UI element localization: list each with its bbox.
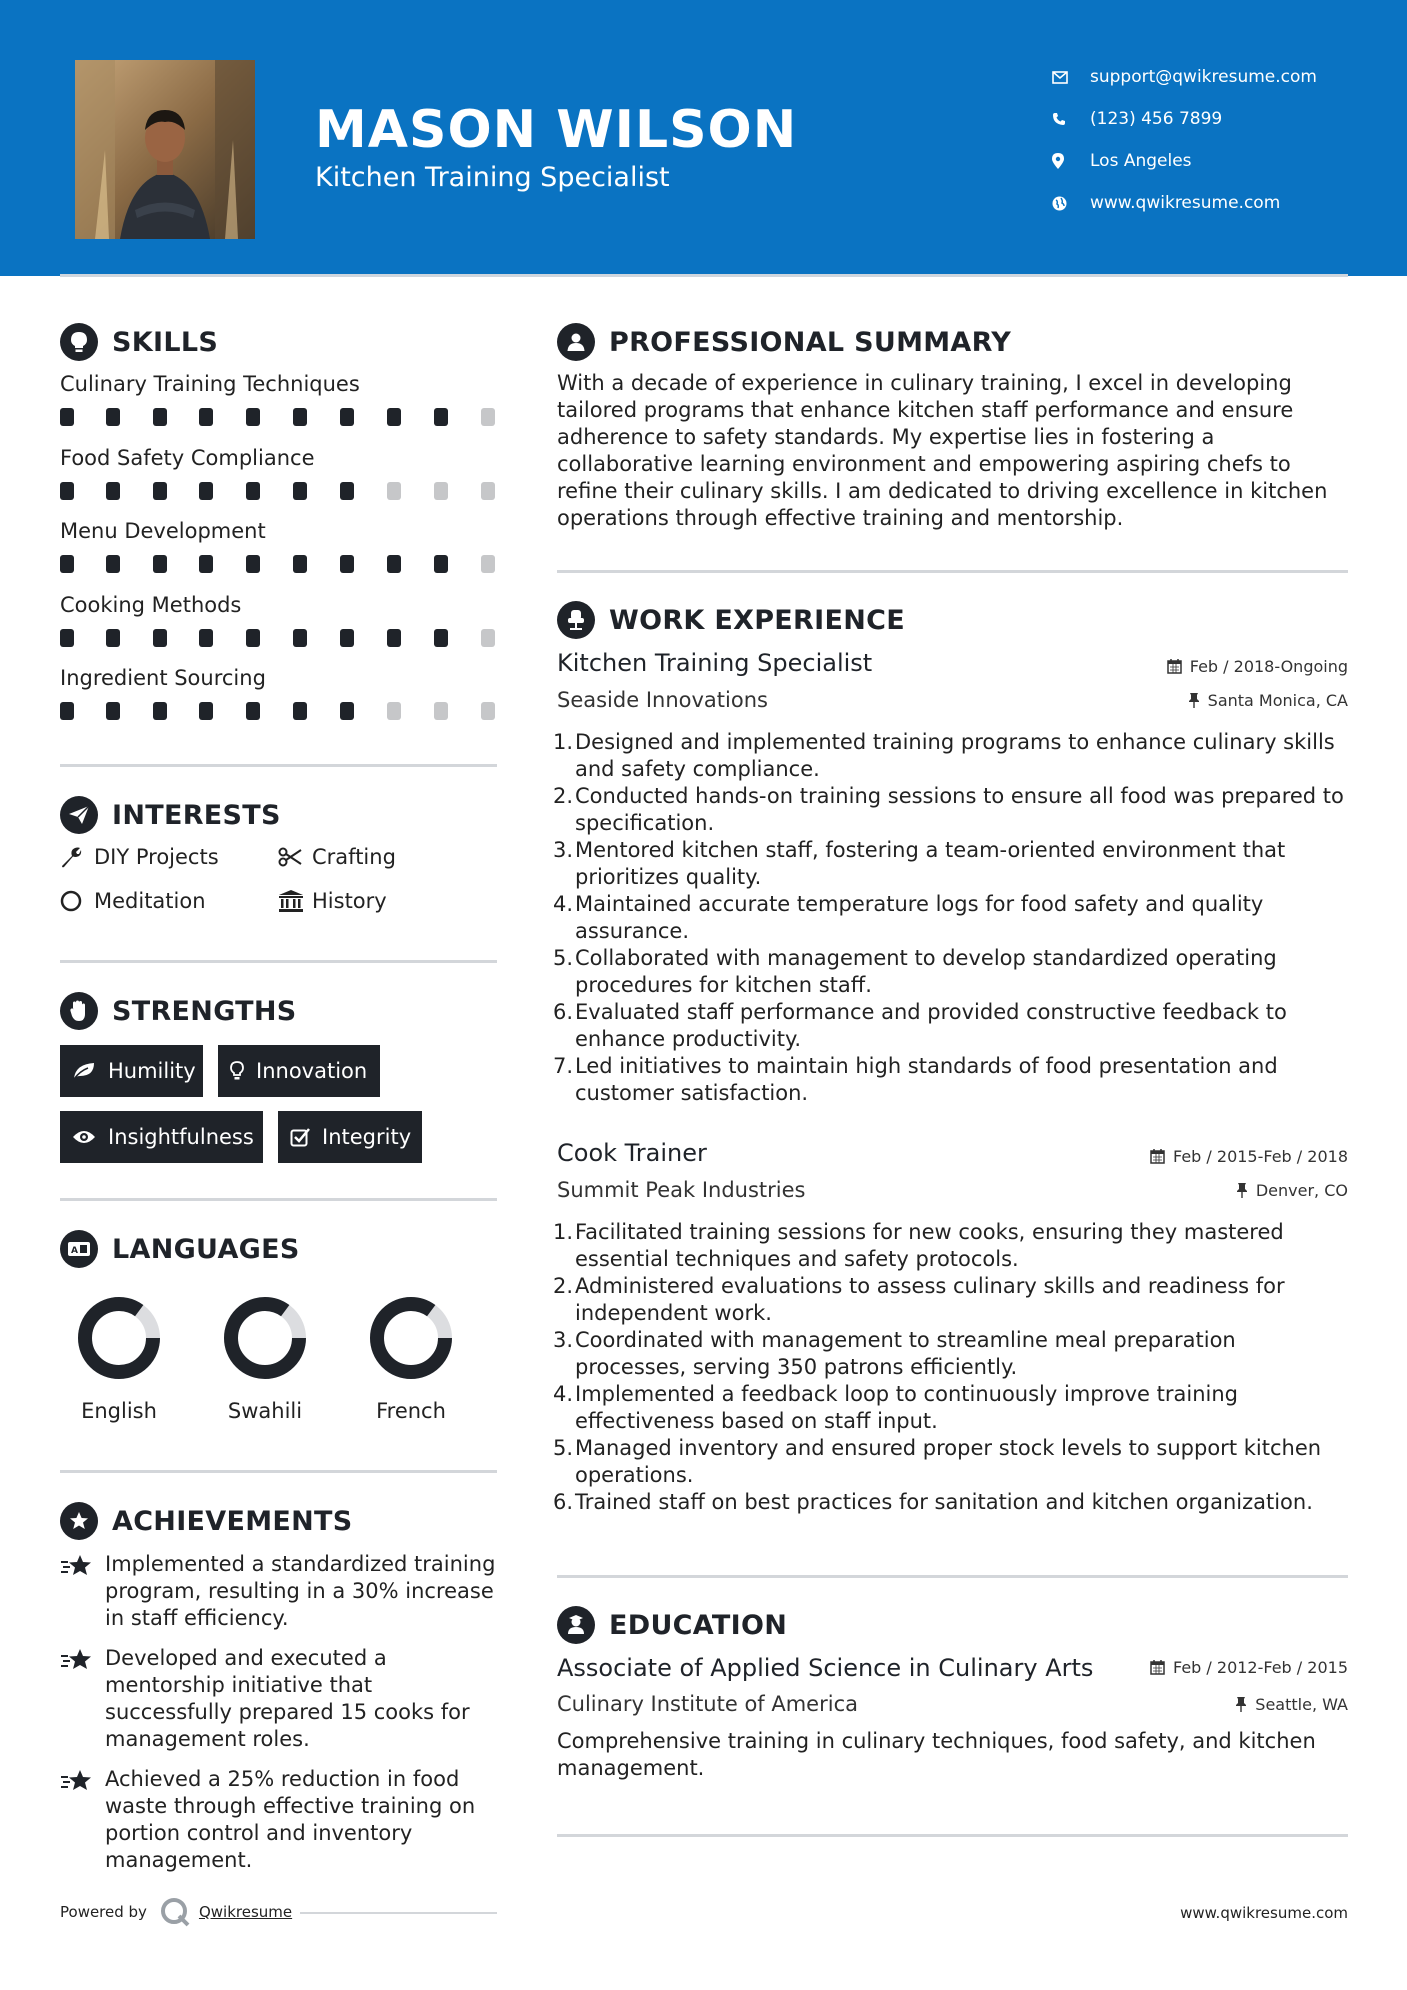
responsibility-text: Collaborated with management to develop standardized operating procedures for kitchen staff. bbox=[575, 946, 1277, 997]
achievements-title: ACHIEVEMENTS bbox=[112, 1505, 353, 1537]
skill-dot-filled bbox=[199, 482, 213, 500]
candidate-name: MASON WILSON bbox=[315, 100, 798, 160]
skill-dot-filled bbox=[106, 482, 120, 500]
experience-title: WORK EXPERIENCE bbox=[609, 604, 905, 636]
profile-photo bbox=[75, 60, 255, 239]
skill-name: Cooking Methods bbox=[60, 592, 242, 617]
list-number: 5. bbox=[553, 1436, 574, 1460]
responsibility-item bbox=[553, 1327, 1347, 1381]
job-location-text: Denver, CO bbox=[1255, 1181, 1348, 1200]
responsibility-item bbox=[553, 1381, 1347, 1435]
skill-dot-filled bbox=[199, 702, 213, 720]
interest-meditation bbox=[60, 889, 206, 913]
skill-item bbox=[60, 372, 500, 430]
graduate-icon bbox=[557, 1606, 595, 1644]
responsibility-text: Designed and implemented training programs to enhance culinary skills and safety compliance. bbox=[575, 730, 1335, 781]
list-number: 1. bbox=[553, 730, 574, 754]
responsibility-item bbox=[553, 1053, 1347, 1107]
achievement-text: Implemented a standardized training program, resulting in a 30% increase in staff efficiency. bbox=[105, 1552, 496, 1630]
responsibility-item bbox=[553, 783, 1347, 837]
responsibility-item bbox=[553, 837, 1347, 891]
responsibility-item bbox=[553, 999, 1347, 1053]
language-item bbox=[205, 1295, 325, 1423]
language-name: English bbox=[81, 1399, 157, 1423]
responsibility-text: Mentored kitchen staff, fostering a team-oriented environment that prioritizes quality. bbox=[575, 838, 1286, 889]
job-dates bbox=[1167, 657, 1348, 676]
skill-dot-empty bbox=[387, 702, 401, 720]
strengths-heading bbox=[60, 992, 297, 1030]
interest-crafting bbox=[278, 845, 396, 869]
strength-innovation bbox=[218, 1045, 380, 1097]
strength-label: Integrity bbox=[322, 1125, 412, 1149]
language-proficiency-ring bbox=[76, 1295, 162, 1381]
responsibility-text: Managed inventory and ensured proper stock levels to support kitchen operations. bbox=[575, 1436, 1322, 1487]
scissors-icon bbox=[278, 847, 312, 867]
list-number: 7. bbox=[553, 1054, 574, 1078]
star-icon bbox=[60, 1645, 105, 1753]
responsibility-text: Led initiatives to maintain high standards of food presentation and customer satisfaction. bbox=[575, 1054, 1278, 1105]
calendar-icon bbox=[1167, 659, 1182, 674]
qwikresume-logo bbox=[159, 1896, 191, 1928]
interest-label: Meditation bbox=[94, 889, 206, 913]
responsibility-item bbox=[553, 1489, 1347, 1516]
interests-title: INTERESTS bbox=[112, 799, 281, 831]
interest-label: History bbox=[312, 889, 387, 913]
list-number: 2. bbox=[553, 784, 574, 808]
skill-dot-filled bbox=[60, 555, 74, 573]
skill-dot-filled bbox=[340, 482, 354, 500]
interest-diy-projects bbox=[60, 845, 219, 869]
skill-level-dots bbox=[60, 555, 500, 577]
skill-dot-filled bbox=[199, 629, 213, 647]
responsibility-text: Facilitated training sessions for new cooks, ensuring they mastered essential techniques and safety protocols. bbox=[575, 1220, 1284, 1271]
skill-dot-filled bbox=[106, 629, 120, 647]
job-company: Seaside Innovations bbox=[557, 688, 768, 712]
skill-dot-filled bbox=[434, 629, 448, 647]
powered-by-label: Powered by bbox=[60, 1903, 147, 1921]
strength-label: Humility bbox=[108, 1059, 196, 1083]
contact-email-text: support@qwikresume.com bbox=[1090, 67, 1317, 87]
skill-dot-filled bbox=[293, 482, 307, 500]
contact-website-text: www.qwikresume.com bbox=[1090, 193, 1281, 213]
skill-dot-filled bbox=[387, 629, 401, 647]
responsibility-text: Maintained accurate temperature logs for food safety and quality assurance. bbox=[575, 892, 1264, 943]
job-location bbox=[1236, 1181, 1348, 1200]
skill-dot-empty bbox=[481, 629, 495, 647]
responsibility-item bbox=[553, 1435, 1347, 1489]
calendar-icon bbox=[1150, 1149, 1165, 1164]
contact-email[interactable] bbox=[1052, 56, 1382, 98]
summary-text: With a decade of experience in culinary training, I excel in developing tailored programs that enhance kitchen staff performance and ensure adherence to safety standards. My expertise lies in fostering a collaborative learning environment and empowering aspiring chefs to refine their culinary skills. I am dedicated to driving excellence in kitchen operations through effective training and mentorship. bbox=[557, 371, 1328, 530]
responsibility-text: Evaluated staff performance and provided constructive feedback to enhance productivity. bbox=[575, 1000, 1287, 1051]
experience-divider bbox=[557, 1575, 1348, 1578]
pushpin-icon bbox=[1236, 1183, 1248, 1198]
pushpin-icon bbox=[1188, 693, 1200, 708]
paper-plane-icon bbox=[60, 796, 98, 834]
languages-title: LANGUAGES bbox=[112, 1233, 300, 1265]
summary-title: PROFESSIONAL SUMMARY bbox=[609, 326, 1012, 358]
circle-icon bbox=[60, 890, 94, 912]
achievement-text: Achieved a 25% reduction in food waste through effective training on portion control and inventory management. bbox=[105, 1767, 476, 1872]
strength-label: Insightfulness bbox=[108, 1125, 254, 1149]
skill-dot-filled bbox=[293, 702, 307, 720]
skill-dot-filled bbox=[387, 555, 401, 573]
language-proficiency-ring bbox=[222, 1295, 308, 1381]
eye-icon bbox=[72, 1129, 96, 1145]
responsibility-item bbox=[553, 891, 1347, 945]
skill-dot-empty bbox=[481, 702, 495, 720]
skill-name: Ingredient Sourcing bbox=[60, 666, 266, 690]
envelope-icon bbox=[1052, 71, 1090, 84]
responsibility-text: Conducted hands-on training sessions to ensure all food was prepared to specification. bbox=[575, 784, 1344, 835]
job-location bbox=[1188, 691, 1348, 710]
calendar-icon bbox=[1150, 1660, 1165, 1675]
skill-dot-filled bbox=[60, 408, 74, 426]
user-icon bbox=[557, 323, 595, 361]
strength-humility bbox=[60, 1045, 203, 1097]
skill-dot-empty bbox=[481, 482, 495, 500]
skill-dot-filled bbox=[60, 702, 74, 720]
skill-dot-filled bbox=[153, 555, 167, 573]
footer-website[interactable]: www.qwikresume.com bbox=[1180, 1904, 1348, 1922]
list-number: 6. bbox=[553, 1000, 574, 1024]
skill-dot-filled bbox=[434, 555, 448, 573]
lightbulb-icon bbox=[60, 323, 98, 361]
skill-dot-filled bbox=[60, 629, 74, 647]
header-divider bbox=[60, 274, 1348, 277]
skill-dot-empty bbox=[434, 702, 448, 720]
languages-divider bbox=[60, 1470, 497, 1473]
skill-dot-filled bbox=[340, 555, 354, 573]
responsibility-item bbox=[553, 1273, 1347, 1327]
resume-header bbox=[0, 0, 1407, 276]
education-location-text: Seattle, WA bbox=[1255, 1695, 1348, 1714]
skill-item bbox=[60, 519, 500, 577]
skill-item bbox=[60, 446, 500, 504]
skill-level-dots bbox=[60, 408, 500, 430]
education-description: Comprehensive training in culinary techniques, food safety, and kitchen management. bbox=[557, 1729, 1316, 1780]
skills-heading bbox=[60, 323, 218, 361]
strengths-title: STRENGTHS bbox=[112, 995, 297, 1027]
skill-dot-filled bbox=[246, 555, 260, 573]
skill-dot-filled bbox=[434, 408, 448, 426]
contact-list bbox=[1052, 56, 1382, 224]
interests-heading bbox=[60, 796, 281, 834]
interest-label: Crafting bbox=[312, 845, 396, 869]
skill-dot-filled bbox=[153, 408, 167, 426]
phone-icon bbox=[1052, 112, 1090, 126]
skill-dot-empty bbox=[481, 555, 495, 573]
achievement-text: Developed and executed a mentorship initiative that successfully prepared 15 cooks for management roles. bbox=[105, 1646, 470, 1751]
interests-divider bbox=[60, 960, 497, 963]
star-badge-icon bbox=[60, 1502, 98, 1540]
skill-dot-filled bbox=[340, 702, 354, 720]
achievement-item bbox=[60, 1645, 505, 1753]
achievement-item bbox=[60, 1551, 505, 1632]
language-name: Swahili bbox=[227, 1399, 303, 1423]
skill-level-dots bbox=[60, 629, 500, 651]
skills-divider bbox=[60, 764, 497, 767]
job-title: Kitchen Training Specialist bbox=[557, 649, 873, 677]
responsibility-item bbox=[553, 1219, 1347, 1273]
experience-heading bbox=[557, 601, 905, 639]
contact-location bbox=[1052, 140, 1382, 182]
museum-icon bbox=[278, 890, 312, 912]
responsibility-item bbox=[553, 945, 1347, 999]
contact-phone-text: (123) 456 7899 bbox=[1090, 109, 1223, 129]
achievement-item bbox=[60, 1766, 505, 1874]
skill-dot-filled bbox=[293, 408, 307, 426]
responsibility-text: Coordinated with management to streamline meal preparation processes, serving 350 patrons efficiently. bbox=[575, 1328, 1236, 1379]
skill-dot-filled bbox=[246, 482, 260, 500]
skill-item bbox=[60, 593, 500, 651]
language-item bbox=[59, 1295, 179, 1423]
skills-title: SKILLS bbox=[112, 326, 219, 358]
summary-divider bbox=[557, 570, 1348, 573]
star-icon bbox=[60, 1766, 105, 1874]
lightbulb-icon bbox=[230, 1061, 244, 1081]
skill-dot-filled bbox=[153, 482, 167, 500]
responsibility-text: Implemented a feedback loop to continuously improve training effectiveness based on staff input. bbox=[575, 1382, 1239, 1433]
skill-level-dots bbox=[60, 702, 500, 724]
education-heading bbox=[557, 1606, 787, 1644]
list-number: 6. bbox=[553, 1490, 574, 1514]
list-number: 2. bbox=[553, 1274, 574, 1298]
responsibility-text: Administered evaluations to assess culinary skills and readiness for independent work. bbox=[575, 1274, 1285, 1325]
education-dates-text: Feb / 2012-Feb / 2015 bbox=[1173, 1658, 1348, 1677]
degree-title: Associate of Applied Science in Culinary Arts bbox=[557, 1654, 1094, 1682]
skill-name: Menu Development bbox=[60, 519, 266, 543]
skill-dot-empty bbox=[434, 482, 448, 500]
interest-label: DIY Projects bbox=[94, 845, 219, 869]
star-icon bbox=[60, 1551, 105, 1632]
job-dates bbox=[1150, 1147, 1348, 1166]
skill-dot-empty bbox=[481, 408, 495, 426]
skill-level-dots bbox=[60, 482, 500, 504]
job-company: Summit Peak Industries bbox=[557, 1178, 806, 1202]
language-name: French bbox=[376, 1399, 446, 1423]
skill-dot-empty bbox=[387, 482, 401, 500]
list-number: 4. bbox=[553, 892, 574, 916]
job-responsibilities bbox=[553, 1219, 1347, 1516]
skill-dot-filled bbox=[106, 555, 120, 573]
strength-label: Innovation bbox=[256, 1059, 368, 1083]
job-dates-text: Feb / 2015-Feb / 2018 bbox=[1173, 1147, 1348, 1166]
skill-dot-filled bbox=[199, 408, 213, 426]
education-location bbox=[1235, 1695, 1348, 1714]
skill-dot-filled bbox=[340, 408, 354, 426]
job-responsibilities bbox=[553, 729, 1347, 1107]
pushpin-icon bbox=[1235, 1697, 1247, 1712]
skill-name: Food Safety Compliance bbox=[60, 445, 315, 470]
qwikresume-link[interactable]: Qwikresume bbox=[198, 1903, 293, 1921]
job-location-text: Santa Monica, CA bbox=[1207, 691, 1348, 710]
language-icon bbox=[60, 1230, 98, 1268]
globe-icon bbox=[1052, 196, 1090, 211]
language-proficiency-ring bbox=[368, 1295, 454, 1381]
skill-dot-filled bbox=[293, 555, 307, 573]
strengths-divider bbox=[60, 1198, 497, 1201]
chair-icon bbox=[557, 601, 595, 639]
skill-dot-filled bbox=[387, 408, 401, 426]
checkbox-icon bbox=[290, 1127, 310, 1147]
skill-dot-filled bbox=[153, 702, 167, 720]
contact-phone[interactable] bbox=[1052, 98, 1382, 140]
list-number: 4. bbox=[553, 1382, 574, 1406]
skill-dot-filled bbox=[246, 702, 260, 720]
summary-heading bbox=[557, 323, 1011, 361]
skill-dot-filled bbox=[340, 629, 354, 647]
skill-dot-filled bbox=[293, 629, 307, 647]
achievements-heading bbox=[60, 1502, 353, 1540]
skill-dot-filled bbox=[246, 408, 260, 426]
skill-dot-filled bbox=[199, 555, 213, 573]
skill-dot-filled bbox=[106, 702, 120, 720]
skill-name: Culinary Training Techniques bbox=[60, 372, 360, 396]
candidate-title: Kitchen Training Specialist bbox=[315, 162, 670, 193]
strength-integrity bbox=[278, 1111, 422, 1163]
strength-insightfulness bbox=[60, 1111, 263, 1163]
school-name: Culinary Institute of America bbox=[557, 1692, 858, 1716]
responsibility-item bbox=[553, 729, 1347, 783]
svg-text:A: A bbox=[71, 1246, 78, 1256]
location-pin-icon bbox=[1052, 153, 1090, 169]
list-number: 3. bbox=[553, 1328, 574, 1352]
interest-history bbox=[278, 889, 387, 913]
skill-dot-filled bbox=[106, 408, 120, 426]
languages-heading bbox=[60, 1230, 300, 1268]
skill-dot-filled bbox=[153, 629, 167, 647]
hand-icon bbox=[60, 992, 98, 1030]
skill-dot-filled bbox=[246, 629, 260, 647]
job-dates-text: Feb / 2018-Ongoing bbox=[1189, 657, 1348, 676]
list-number: 5. bbox=[553, 946, 574, 970]
list-number: 1. bbox=[553, 1220, 574, 1244]
education-dates bbox=[1150, 1658, 1348, 1677]
contact-location-text: Los Angeles bbox=[1090, 151, 1192, 171]
footer-left-rule bbox=[300, 1912, 497, 1914]
job-title: Cook Trainer bbox=[557, 1139, 707, 1167]
skill-dot-filled bbox=[60, 482, 74, 500]
language-item bbox=[351, 1295, 471, 1423]
skill-item bbox=[60, 666, 500, 724]
contact-website[interactable] bbox=[1052, 182, 1382, 224]
responsibility-text: Trained staff on best practices for sanitation and kitchen organization. bbox=[575, 1490, 1313, 1514]
powered-by bbox=[60, 1896, 292, 1928]
wrench-icon bbox=[60, 846, 94, 868]
leaf-icon bbox=[72, 1062, 96, 1080]
list-number: 3. bbox=[553, 838, 574, 862]
education-divider bbox=[557, 1834, 1348, 1837]
education-title: EDUCATION bbox=[609, 1609, 788, 1641]
